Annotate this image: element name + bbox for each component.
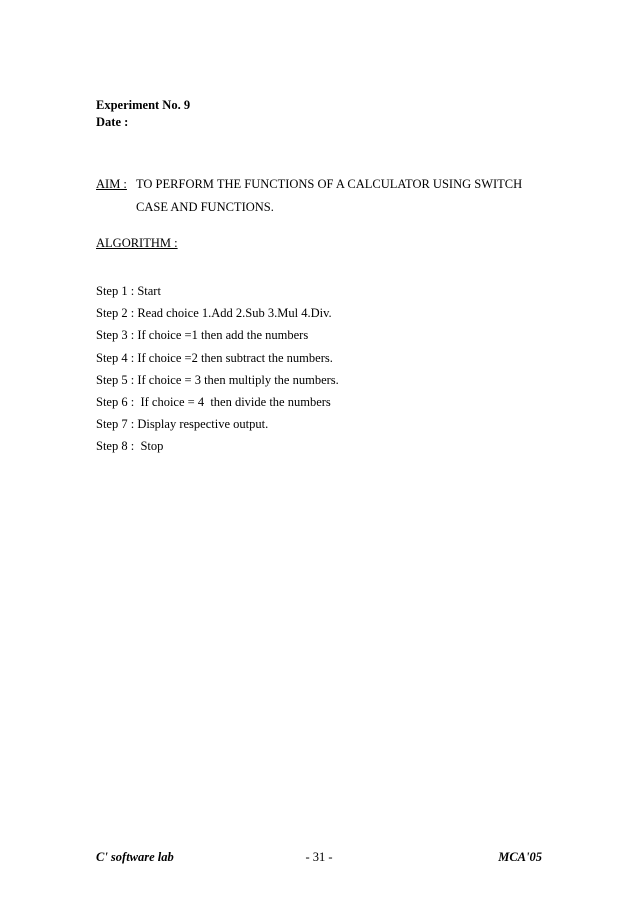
footer-course: C' software lab	[96, 850, 174, 864]
step-item: Step 5 : If choice = 3 then multiply the numbers.	[96, 372, 339, 387]
step-item: Step 8 : Stop	[96, 439, 164, 454]
footer-batch: MCA'05	[498, 850, 542, 864]
experiment-header	[96, 97, 190, 131]
step-item: Step 2 : Read choice 1.Add 2.Sub 3.Mul 4.Div.	[96, 306, 332, 321]
step-item: Step 4 : If choice =2 then subtract the numbers.	[96, 350, 333, 365]
algorithm-steps	[96, 280, 339, 458]
step-item: Step 6 : If choice = 4 then divide the numbers	[96, 394, 331, 409]
date-label: Date :	[96, 115, 129, 129]
step-item: Step 7 : Display respective output.	[96, 417, 269, 432]
page-number: - 31 -	[305, 850, 333, 864]
aim-text-line1: TO PERFORM THE FUNCTIONS OF A CALCULATOR USING SWITCH	[136, 177, 523, 191]
experiment-number: Experiment No. 9	[96, 98, 191, 112]
page-footer	[96, 847, 542, 867]
aim-text-line2: CASE AND FUNCTIONS.	[136, 200, 274, 214]
aim-label: AIM :	[96, 177, 127, 191]
step-item: Step 3 : If choice =1 then add the numbers	[96, 328, 309, 343]
algorithm-heading: ALGORITHM :	[96, 236, 178, 250]
aim-section	[96, 173, 576, 219]
step-item: Step 1 : Start	[96, 284, 161, 298]
